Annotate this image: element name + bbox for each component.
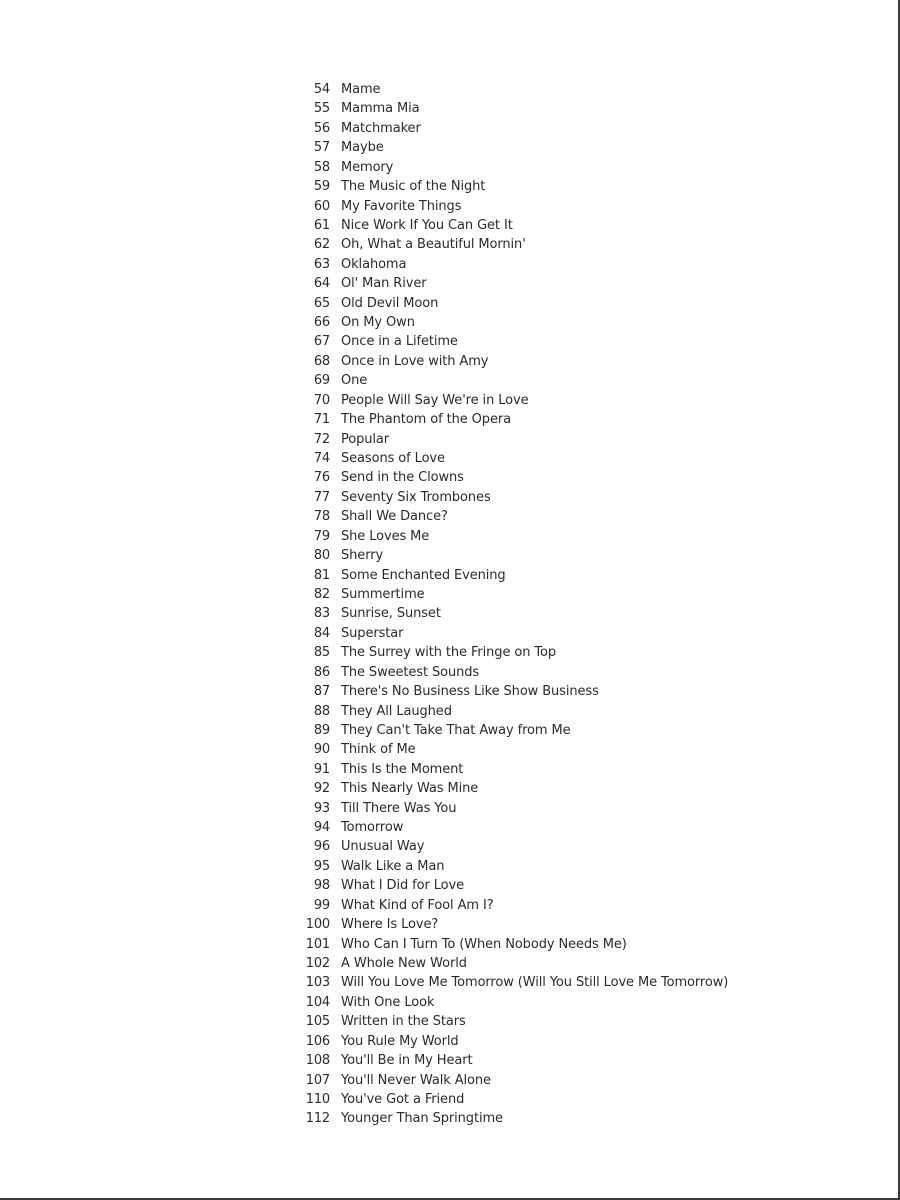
toc-entry [296,663,728,682]
toc-entry [296,1109,728,1128]
toc-entry [296,391,728,410]
toc-entry [296,80,728,99]
toc-song-title: People Will Say We're in Love [341,392,529,408]
toc-page-number: 65 [313,295,330,311]
toc-song-title: Younger Than Springtime [341,1111,503,1127]
toc-entry [296,837,728,856]
toc-song-title: Shall We Dance? [341,509,448,525]
toc-page-number: 68 [313,353,330,369]
toc-entry [296,138,728,157]
toc-song-title: Written in the Stars [341,1014,466,1030]
toc-page-number: 100 [305,917,330,933]
toc-page-number: 79 [313,528,330,544]
toc-song-title: There's No Business Like Show Business [341,684,599,700]
toc-entry [296,721,728,740]
toc-page-number: 69 [313,373,330,389]
toc-page-number: 96 [313,839,330,855]
toc-song-title: Think of Me [341,742,416,758]
toc-song-title: The Sweetest Sounds [341,664,480,680]
toc-entry [296,488,728,507]
toc-song-title: Superstar [341,625,404,641]
toc-page-number: 64 [313,276,330,292]
toc-song-title: Sherry [341,548,384,564]
toc-page-number: 110 [305,1091,330,1107]
toc-song-title: Maybe [341,140,384,156]
toc-entry [296,99,728,118]
toc-song-title: Unusual Way [341,839,425,855]
toc-page-number: 72 [313,431,330,447]
toc-page-number: 76 [313,470,330,486]
toc-entry [296,546,728,565]
toc-entry [296,954,728,973]
toc-song-title: They Can't Take That Away from Me [341,722,571,738]
toc-page-number: 74 [313,451,330,467]
toc-entry [296,740,728,759]
toc-page-number: 57 [313,140,330,156]
toc-entry [296,702,728,721]
toc-page-number: 107 [305,1072,330,1088]
toc-entry [296,760,728,779]
toc-entry [296,624,728,643]
toc-page-number: 88 [313,703,330,719]
toc-page-number: 92 [313,781,330,797]
toc-song-title: Till There Was You [341,800,457,816]
toc-entry [296,604,728,623]
toc-page-number: 103 [305,975,330,991]
toc-page-number: 54 [313,82,330,97]
table-of-contents [296,80,728,1129]
toc-song-title: You'll Be in My Heart [341,1053,473,1069]
toc-entry [296,527,728,546]
toc-song-title: What I Did for Love [341,878,465,894]
toc-song-title: Tomorrow [341,820,404,836]
toc-page-number: 81 [313,567,330,583]
toc-song-title: Oh, What a Beautiful Mornin' [341,237,526,253]
toc-page-number: 91 [313,761,330,777]
toc-page-number: 94 [313,820,330,836]
toc-song-title: Will You Love Me Tomorrow (Will You Still Love Me Tomorrow) [341,975,729,991]
toc-entry [296,507,728,526]
toc-entry [296,682,728,701]
toc-song-title: Nice Work If You Can Get It [341,217,513,233]
toc-page-number: 82 [313,586,330,602]
toc-entry [296,119,728,138]
toc-song-title: Where Is Love? [341,917,439,933]
toc-entry [296,585,728,604]
toc-song-title: With One Look [341,994,435,1010]
toc-entry [296,1090,728,1109]
toc-page-number: 80 [313,548,330,564]
toc-page-number: 105 [305,1014,330,1030]
toc-entry [296,915,728,934]
toc-page-number: 84 [313,625,330,641]
toc-page-number: 98 [313,878,330,894]
toc-page-number: 112 [305,1111,330,1127]
toc-entry [296,857,728,876]
toc-page-number: 106 [305,1033,330,1049]
toc-song-title: On My Own [341,315,415,331]
toc-song-title: The Phantom of the Opera [341,412,511,428]
toc-song-title: Mamma Mia [341,101,420,117]
toc-entry [296,177,728,196]
toc-entry [296,294,728,313]
toc-page-number: 90 [313,742,330,758]
toc-entry [296,430,728,449]
toc-entry [296,896,728,915]
toc-song-title: Oklahoma [341,256,407,272]
toc-entry [296,255,728,274]
toc-song-title: You'll Never Walk Alone [341,1072,491,1088]
toc-song-title: The Music of the Night [341,179,486,195]
toc-page-number: 102 [305,955,330,971]
toc-song-title: Who Can I Turn To (When Nobody Needs Me) [341,936,627,952]
toc-entry [296,1012,728,1031]
toc-song-title: Memory [341,159,394,175]
toc-page-number: 86 [313,664,330,680]
toc-entry [296,235,728,254]
toc-song-title: Ol' Man River [341,276,427,292]
toc-song-title: Seasons of Love [341,451,445,467]
toc-song-title: A Whole New World [341,955,467,971]
toc-page-number: 95 [313,858,330,874]
toc-entry [296,566,728,585]
toc-page-number: 70 [313,392,330,408]
toc-entry [296,313,728,332]
toc-song-title: Popular [341,431,390,447]
toc-page-number: 104 [305,994,330,1010]
toc-song-title: Old Devil Moon [341,295,439,311]
toc-entry [296,993,728,1012]
toc-song-title: This Is the Moment [341,761,464,777]
toc-page-number: 55 [313,101,330,117]
toc-page-number: 101 [305,936,330,952]
toc-page-number: 66 [313,315,330,331]
toc-entry [296,352,728,371]
toc-entry [296,216,728,235]
toc-entry [296,1051,728,1070]
toc-song-title: This Nearly Was Mine [341,781,479,797]
toc-page-number: 99 [313,897,330,913]
toc-song-title: Once in a Lifetime [341,334,458,350]
toc-song-title: Walk Like a Man [341,858,445,874]
toc-page-number: 78 [313,509,330,525]
toc-entry [296,158,728,177]
toc-page-number: 58 [313,159,330,175]
toc-page-number: 83 [313,606,330,622]
toc-page-number: 85 [313,645,330,661]
toc-entry [296,1071,728,1090]
toc-song-title: They All Laughed [341,703,452,719]
toc-page-number: 62 [313,237,330,253]
toc-song-title: Sunrise, Sunset [341,606,441,622]
toc-entry [296,973,728,992]
toc-page-number: 56 [313,120,330,136]
toc-song-title: Mame [341,82,381,97]
toc-entry [296,371,728,390]
toc-song-title: Once in Love with Amy [341,353,489,369]
toc-entry [296,449,728,468]
toc-page-number: 63 [313,256,330,272]
toc-page-number: 93 [313,800,330,816]
toc-song-title: She Loves Me [341,528,430,544]
toc-page-number: 61 [313,217,330,233]
toc-entry [296,197,728,216]
toc-page-number: 60 [313,198,330,214]
toc-page-number: 67 [313,334,330,350]
toc-entry [296,332,728,351]
toc-song-title: You've Got a Friend [341,1091,465,1107]
toc-entry [296,935,728,954]
toc-entry [296,876,728,895]
toc-song-title: Some Enchanted Evening [341,567,506,583]
toc-page-number: 89 [313,722,330,738]
toc-song-title: What Kind of Fool Am I? [341,897,494,913]
toc-song-title: Summertime [341,586,425,602]
toc-entry [296,643,728,662]
toc-song-title: My Favorite Things [341,198,462,214]
toc-entry [296,799,728,818]
toc-song-title: One [341,373,368,389]
toc-page-number: 87 [313,684,330,700]
toc-entry [296,274,728,293]
toc-page-number: 71 [313,412,330,428]
toc-page-number: 108 [305,1053,330,1069]
toc-page-number: 77 [313,489,330,505]
toc-song-title: You Rule My World [341,1033,459,1049]
toc-entry [296,1032,728,1051]
toc-entry [296,410,728,429]
toc-song-title: Matchmaker [341,120,421,136]
toc-song-title: Seventy Six Trombones [341,489,491,505]
toc-song-title: Send in the Clowns [341,470,464,486]
toc-entry [296,468,728,487]
toc-entry [296,779,728,798]
toc-song-title: The Surrey with the Fringe on Top [341,645,557,661]
toc-entry [296,818,728,837]
toc-page-number: 59 [313,179,330,195]
